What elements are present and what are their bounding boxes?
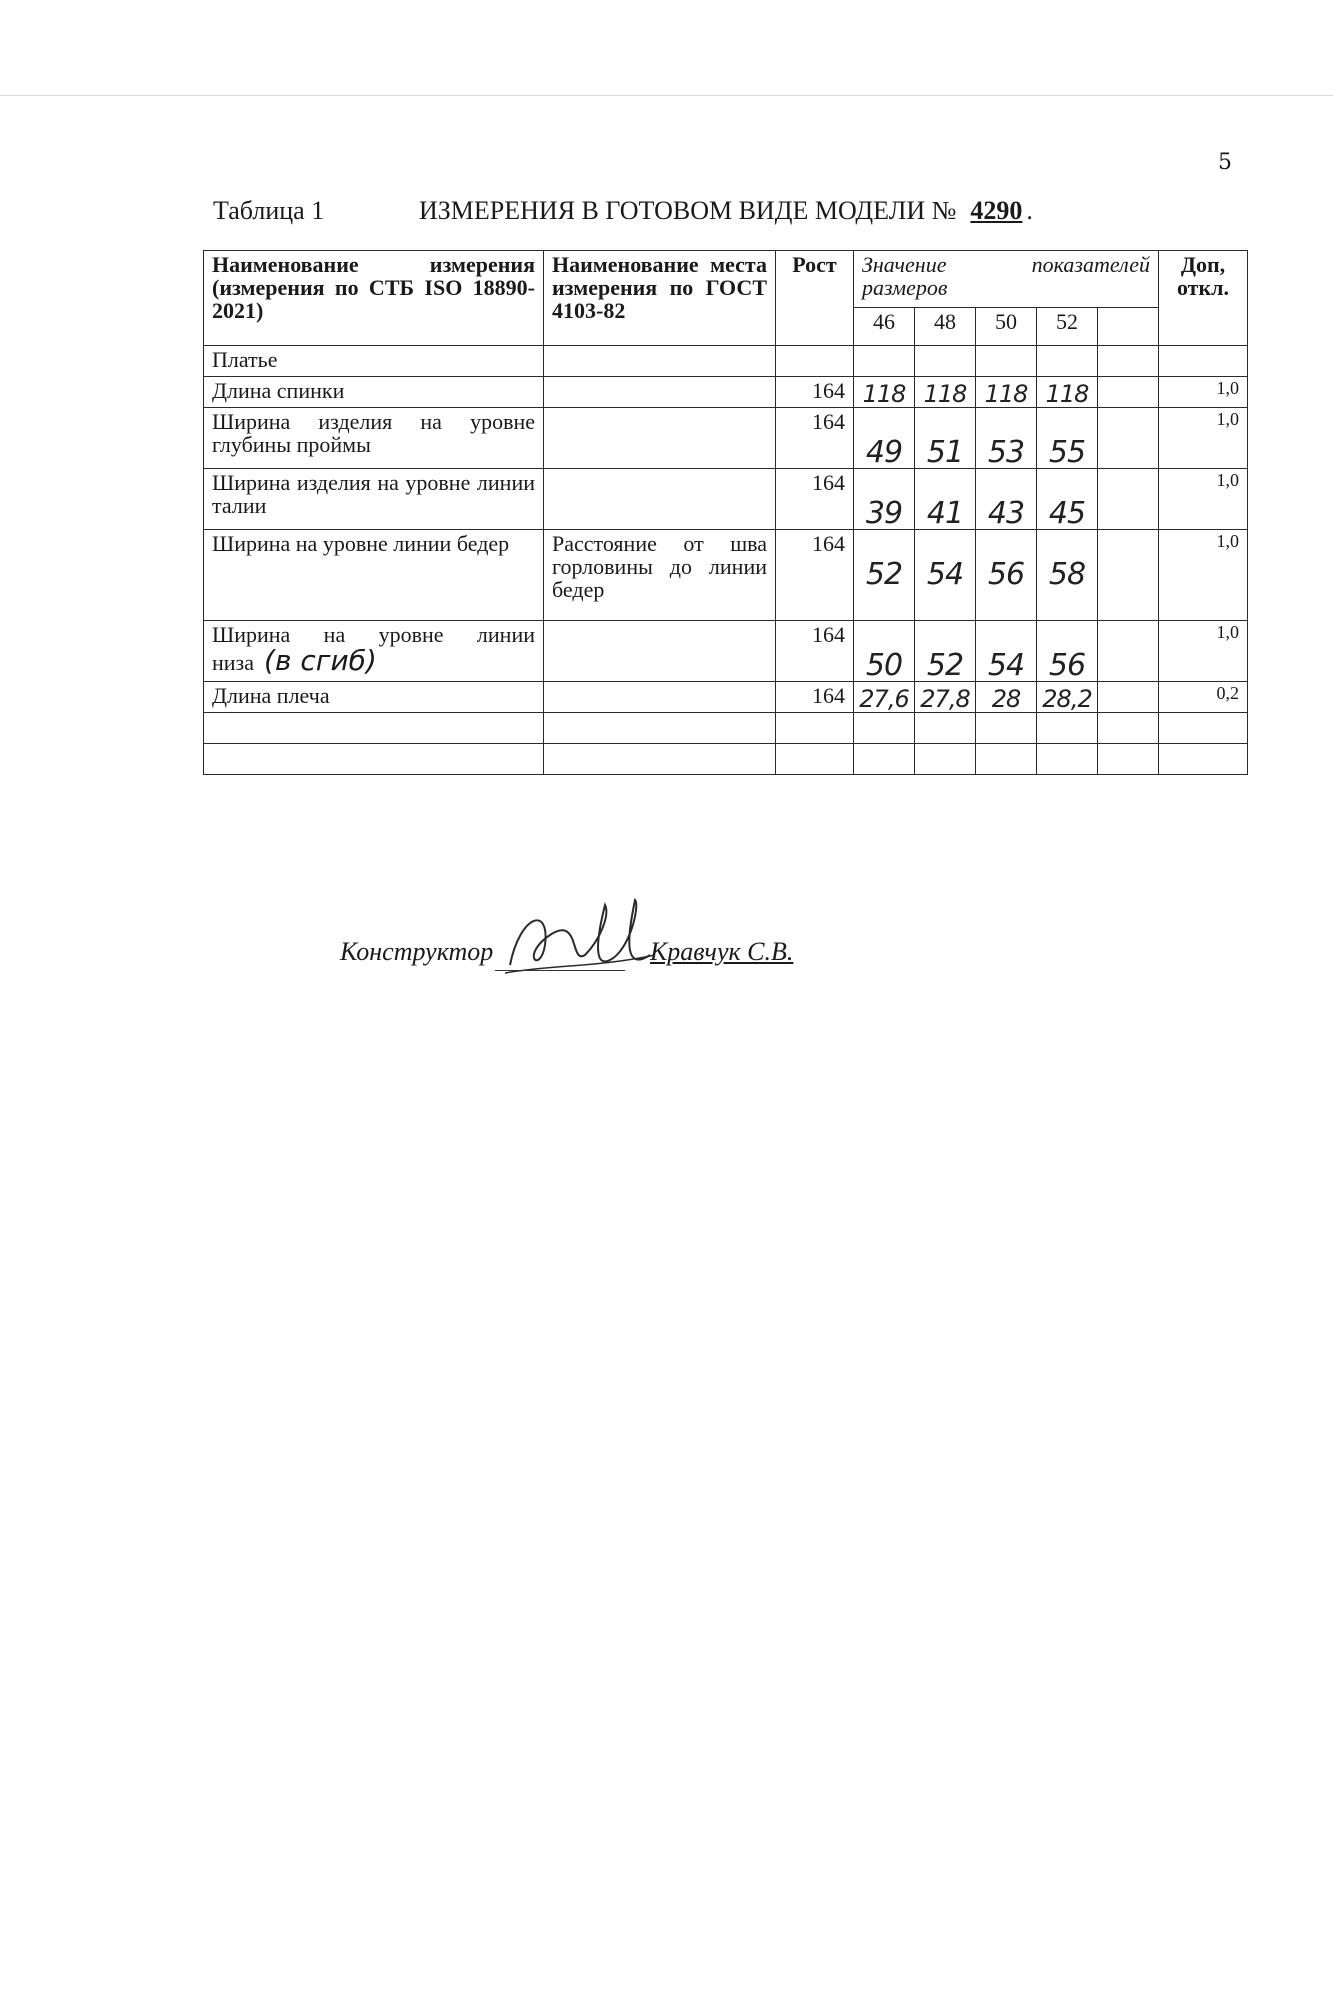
empty-cell <box>544 744 776 775</box>
model-number: 4290 <box>970 196 1023 225</box>
empty-cell <box>854 744 915 775</box>
table-row <box>204 682 1248 713</box>
empty-cell <box>976 346 1037 377</box>
header-row <box>204 251 1248 308</box>
size-50: 50 <box>976 308 1037 346</box>
row-value-52: 58 <box>1037 530 1098 621</box>
empty-cell <box>1159 346 1248 377</box>
row-value-50: 53 <box>976 408 1037 469</box>
empty-cell <box>976 744 1037 775</box>
empty-cell <box>204 744 544 775</box>
empty-cell <box>976 713 1037 744</box>
row-height: 164 <box>776 621 854 682</box>
section-row <box>204 346 1248 377</box>
row-value-46: 118 <box>854 377 915 408</box>
row-value-48: 51 <box>915 408 976 469</box>
handwritten-signature <box>490 895 660 985</box>
empty-cell <box>1098 346 1159 377</box>
size-48: 48 <box>915 308 976 346</box>
row-place <box>544 408 776 469</box>
row-height: 164 <box>776 469 854 530</box>
row-value-50: 56 <box>976 530 1037 621</box>
row-value-46: 27,6 <box>854 682 915 713</box>
row-value-46: 50 <box>854 621 915 682</box>
row-value-52: 55 <box>1037 408 1098 469</box>
row-name: Ширина изделия на уровне глубины проймы <box>204 408 544 469</box>
empty-cell <box>915 713 976 744</box>
empty-cell <box>544 346 776 377</box>
signature-role: Конструктор <box>340 937 494 966</box>
row-tolerance: 1,0 <box>1159 469 1248 530</box>
row-value-52: 56 <box>1037 621 1098 682</box>
empty-cell <box>776 346 854 377</box>
row-place <box>544 377 776 408</box>
row-value-48: 41 <box>915 469 976 530</box>
row-place <box>544 621 776 682</box>
empty-cell <box>1159 713 1248 744</box>
empty-cell <box>1098 530 1159 621</box>
header-tolerance: Доп, откл. <box>1159 251 1248 346</box>
row-value-46: 49 <box>854 408 915 469</box>
row-value-50: 43 <box>976 469 1037 530</box>
row-tolerance: 1,0 <box>1159 408 1248 469</box>
section-label: Платье <box>204 346 544 377</box>
row-tolerance: 1,0 <box>1159 377 1248 408</box>
row-name <box>204 621 544 682</box>
empty-cell <box>1037 744 1098 775</box>
empty-cell <box>1037 346 1098 377</box>
empty-cell <box>1098 408 1159 469</box>
empty-cell <box>1098 621 1159 682</box>
empty-cell <box>1037 713 1098 744</box>
empty-cell <box>1159 744 1248 775</box>
empty-cell <box>1098 682 1159 713</box>
row-value-46: 52 <box>854 530 915 621</box>
row-value-50: 54 <box>976 621 1037 682</box>
empty-cell <box>544 713 776 744</box>
row-value-48: 54 <box>915 530 976 621</box>
row-value-52: 28,2 <box>1037 682 1098 713</box>
row-height: 164 <box>776 377 854 408</box>
row-value-50: 28 <box>976 682 1037 713</box>
signature-line <box>495 970 625 971</box>
row-height: 164 <box>776 408 854 469</box>
row-value-48: 27,8 <box>915 682 976 713</box>
table-row <box>204 408 1248 469</box>
row-value-52: 45 <box>1037 469 1098 530</box>
empty-cell <box>776 713 854 744</box>
empty-cell <box>854 346 915 377</box>
size-46: 46 <box>854 308 915 346</box>
empty-cell <box>1098 469 1159 530</box>
row-height: 164 <box>776 530 854 621</box>
empty-cell <box>204 713 544 744</box>
row-name-note: (в сгиб) <box>264 644 377 678</box>
header-measurement: Наименование измерения (измерения по СТБ ISO 18890-2021) <box>204 251 544 346</box>
table-row <box>204 621 1248 682</box>
table-row <box>204 530 1248 621</box>
row-name: Длина плеча <box>204 682 544 713</box>
row-value-50: 118 <box>976 377 1037 408</box>
empty-cell <box>1098 713 1159 744</box>
row-value-46: 39 <box>854 469 915 530</box>
row-tolerance: 0,2 <box>1159 682 1248 713</box>
row-value-48: 52 <box>915 621 976 682</box>
row-value-52: 118 <box>1037 377 1098 408</box>
empty-cell <box>915 346 976 377</box>
row-name-text: Ширина на уровне линии низа <box>212 622 535 676</box>
header-height: Рост <box>776 251 854 346</box>
page-number: 5 <box>1218 150 1232 175</box>
row-tolerance: 1,0 <box>1159 530 1248 621</box>
row-value-48: 118 <box>915 377 976 408</box>
row-place <box>544 682 776 713</box>
size-empty <box>1098 308 1159 346</box>
table-label: Таблица 1 <box>213 196 325 225</box>
blank-row <box>204 713 1248 744</box>
header-values: Значение показателей размеров <box>854 251 1159 308</box>
table-heading <box>419 196 1033 226</box>
table-row <box>204 377 1248 408</box>
row-place <box>544 469 776 530</box>
row-name: Длина спинки <box>204 377 544 408</box>
row-name: Ширина на уровне линии бедер <box>204 530 544 621</box>
empty-cell <box>1098 744 1159 775</box>
signature-name: Кравчук С.В. <box>650 937 794 966</box>
row-tolerance: 1,0 <box>1159 621 1248 682</box>
blank-row <box>204 744 1248 775</box>
scan-edge-line <box>0 95 1333 96</box>
row-place: Расстояние от шва горловины до линии бедер <box>544 530 776 621</box>
row-name: Ширина изделия на уровне линии талии <box>204 469 544 530</box>
size-52: 52 <box>1037 308 1098 346</box>
empty-cell <box>915 744 976 775</box>
empty-cell <box>1098 377 1159 408</box>
heading-trailing: . <box>1026 196 1033 225</box>
table-row <box>204 469 1248 530</box>
header-place: Наименование места измерения по ГОСТ 4103-82 <box>544 251 776 346</box>
measurements-table <box>203 250 1248 775</box>
empty-cell <box>854 713 915 744</box>
heading-text: ИЗМЕРЕНИЯ В ГОТОВОМ ВИДЕ МОДЕЛИ № <box>419 196 957 225</box>
empty-cell <box>776 744 854 775</box>
row-height: 164 <box>776 682 854 713</box>
